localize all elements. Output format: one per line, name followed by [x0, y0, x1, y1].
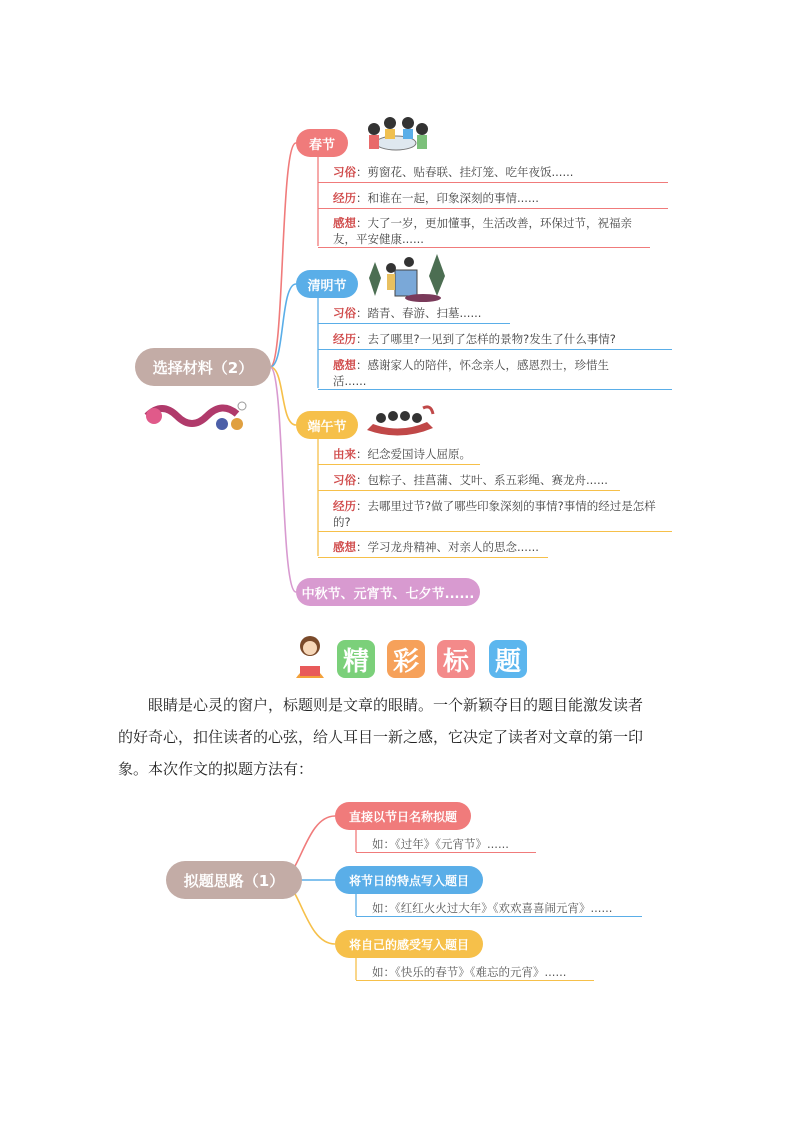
title-method-1: 直接以节日名称拟题	[335, 802, 471, 830]
divider	[318, 464, 480, 465]
dragon-experience-row: 经历：去哪里过节?做了哪些印象深刻的事情?事情的经过是怎样 的?	[333, 499, 656, 529]
intro-paragraph-line-3: 象。本次作文的拟题方法有：	[118, 760, 314, 778]
divider	[318, 349, 672, 350]
title-char-1: 精	[337, 640, 375, 678]
family-dinner-illustration	[360, 113, 432, 159]
title-char-2: 彩	[387, 640, 425, 678]
branch-dragon-boat: 端午节	[296, 411, 358, 439]
dragon-feeling-row: 感想：学习龙舟精神、对亲人的思念......	[333, 540, 539, 554]
divider	[318, 531, 672, 532]
divider	[318, 323, 510, 324]
title-char-4: 题	[489, 640, 527, 678]
divider	[356, 852, 536, 853]
dragon-dance-illustration	[142, 396, 252, 438]
intro-paragraph-line-1: 眼睛是心灵的窗户，标题则是文章的眼睛。一个新颖夺目的题目能激发读者	[148, 696, 644, 714]
branch-qingming: 清明节	[296, 270, 358, 298]
tomb-sweeping-illustration	[365, 248, 447, 304]
spring-custom-row: 习俗：剪窗花、贴春联、挂灯笼、吃年夜饭......	[333, 165, 574, 179]
dragon-origin-row: 由来：纪念爱国诗人屈原。	[333, 447, 471, 461]
qingming-custom-row: 习俗：踏青、春游、扫墓......	[333, 306, 482, 320]
divider	[318, 208, 668, 209]
divider	[318, 182, 668, 183]
spring-experience-row: 经历：和谁在一起，印象深刻的事情......	[333, 191, 539, 205]
title-method-1-example: 如：《过年》《元宵节》......	[372, 837, 509, 851]
mindmap2-root: 拟题思路（1）	[166, 861, 302, 899]
dragon-boat-illustration	[365, 400, 435, 442]
dragon-custom-row: 习俗：包粽子、挂菖蒲、艾叶、系五彩绳、赛龙舟......	[333, 473, 608, 487]
divider	[318, 389, 672, 390]
divider	[356, 916, 642, 917]
intro-paragraph-line-2: 的好奇心，扣住读者的心弦，给人耳目一新之感，它决定了读者对文章的第一印	[118, 728, 644, 746]
title-char-3: 标	[437, 640, 475, 678]
qingming-feeling-row: 感想：感谢家人的陪伴，怀念亲人，感恩烈士，珍惜生 活......	[333, 358, 609, 388]
spring-feeling-row: 感想：大了一岁，更加懂事，生活改善，环保过节，祝福亲 友，平安健康......	[333, 216, 632, 246]
title-method-2-example: 如：《红红火火过大年》《欢欢喜喜闹元宵》......	[372, 901, 613, 915]
divider	[356, 980, 594, 981]
title-method-2: 将节日的特点写入题目	[335, 866, 483, 894]
branch-other-festivals: 中秋节、元宵节、七夕节......	[296, 578, 480, 606]
mindmap1-root: 选择材料（2）	[135, 348, 271, 386]
title-method-3-example: 如：《快乐的春节》《难忘的元宵》......	[372, 965, 567, 979]
girl-reading-illustration	[286, 632, 334, 682]
branch-spring-festival: 春节	[296, 129, 348, 157]
qingming-experience-row: 经历：去了哪里?一见到了怎样的景物?发生了什么事情?	[333, 332, 616, 346]
title-method-3: 将自己的感受写入题目	[335, 930, 483, 958]
divider	[318, 557, 548, 558]
divider	[318, 490, 620, 491]
